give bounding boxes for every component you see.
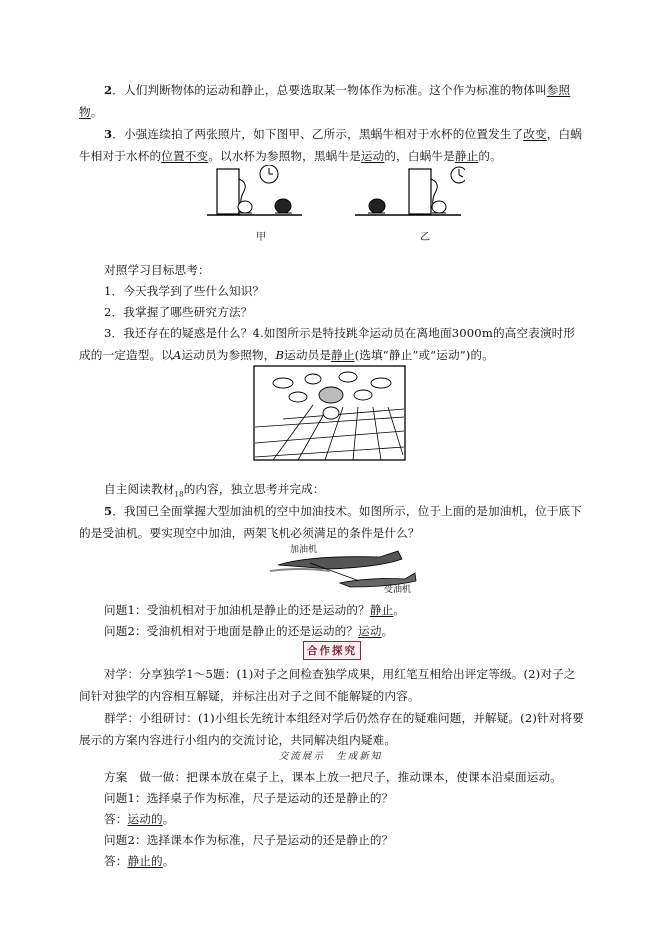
section-heading: 交流展示 生成新知	[278, 751, 383, 762]
plan-answer-1: 答：运动的。	[104, 812, 175, 826]
plan-instruction: 方案 做一做：把课本放在桌子上，课本上放一把尺子，推动课本，使课本沿桌面运动。	[104, 770, 563, 784]
question-2: 2．人们判断物体的运动和静止，总要选取某一物体作为标准。这个作为标准的物体叫参照 物。	[79, 83, 571, 119]
group-study: 群学：小组研讨：(1)小组长先统计本组经对学后仍然存在的疑难问题，并解疑。(2)针对将要展示的方案内容进行小组内的交流讨论，共同解决组内疑难。	[79, 711, 585, 747]
snail-figure	[205, 165, 465, 223]
reading-instruction: 自主阅读教材$_{18}$的内容，独立思考并完成：	[104, 482, 325, 499]
receiver-label: 受油机	[384, 585, 412, 595]
figure-label-a: 甲	[256, 232, 266, 243]
pair-study: 对学：分享独学1～5题：(1)对子之间检查独学成果，用红笔互相给出评定等级。(2)对子之间针对独学的内容相互解疑，并标注出对子之间不能解疑的内容。	[79, 667, 576, 703]
problem-1: 问题1：受油机相对于加油机是静止的还是运动的？静止。	[104, 603, 406, 617]
skydivers-figure	[253, 365, 406, 461]
plan-answer-2: 答：静止的。	[104, 854, 175, 868]
snail-figure-b	[355, 167, 465, 215]
reflect-item-2: 2．我掌握了哪些研究方法？	[104, 305, 253, 319]
tanker-label: 加油机	[290, 545, 318, 555]
plan-question-1: 问题1：选择桌子作为标准，尺子是运动的还是静止的？	[104, 791, 394, 805]
figure-label-b: 乙	[420, 232, 430, 243]
question-4: 3．我还存在的疑惑是什么？4.如图所示是特技跳伞运动员在离地面3000m的高空表演时形成的一定造型。以A运动员为参照物，B运动员是静止(选填“静止”或“运动”)的。	[79, 326, 576, 362]
cooperative-inquiry-stamp: 合作探究	[303, 641, 361, 660]
question-5: 5．我国已全面掌握大型加油机的空中加油技术。如图所示，位于上面的是加油机，位于底下的是受油机。要实现空中加油，两架飞机必须满足的条件是什么？	[79, 504, 582, 540]
problem-2: 问题2：受油机相对于地面是静止的还是运动的？运动。	[104, 624, 394, 638]
question-3: 3．小强连续拍了两张照片，如下图甲、乙所示，黑蜗牛相对于水杯的位置发生了改变，白蜗牛相对于水杯的位置不变。以水杯为参照物，黑蜗牛是运动的，白蜗牛是静止的。	[79, 127, 582, 163]
snail-figure-a	[207, 165, 302, 215]
reflect-item-1: 1．今天我学到了些什么知识？	[104, 284, 265, 298]
plan-question-2: 问题2：选择课本作为标准，尺子是运动的还是静止的？	[104, 833, 394, 847]
reflect-title: 对照学习目标思考：	[104, 263, 210, 277]
